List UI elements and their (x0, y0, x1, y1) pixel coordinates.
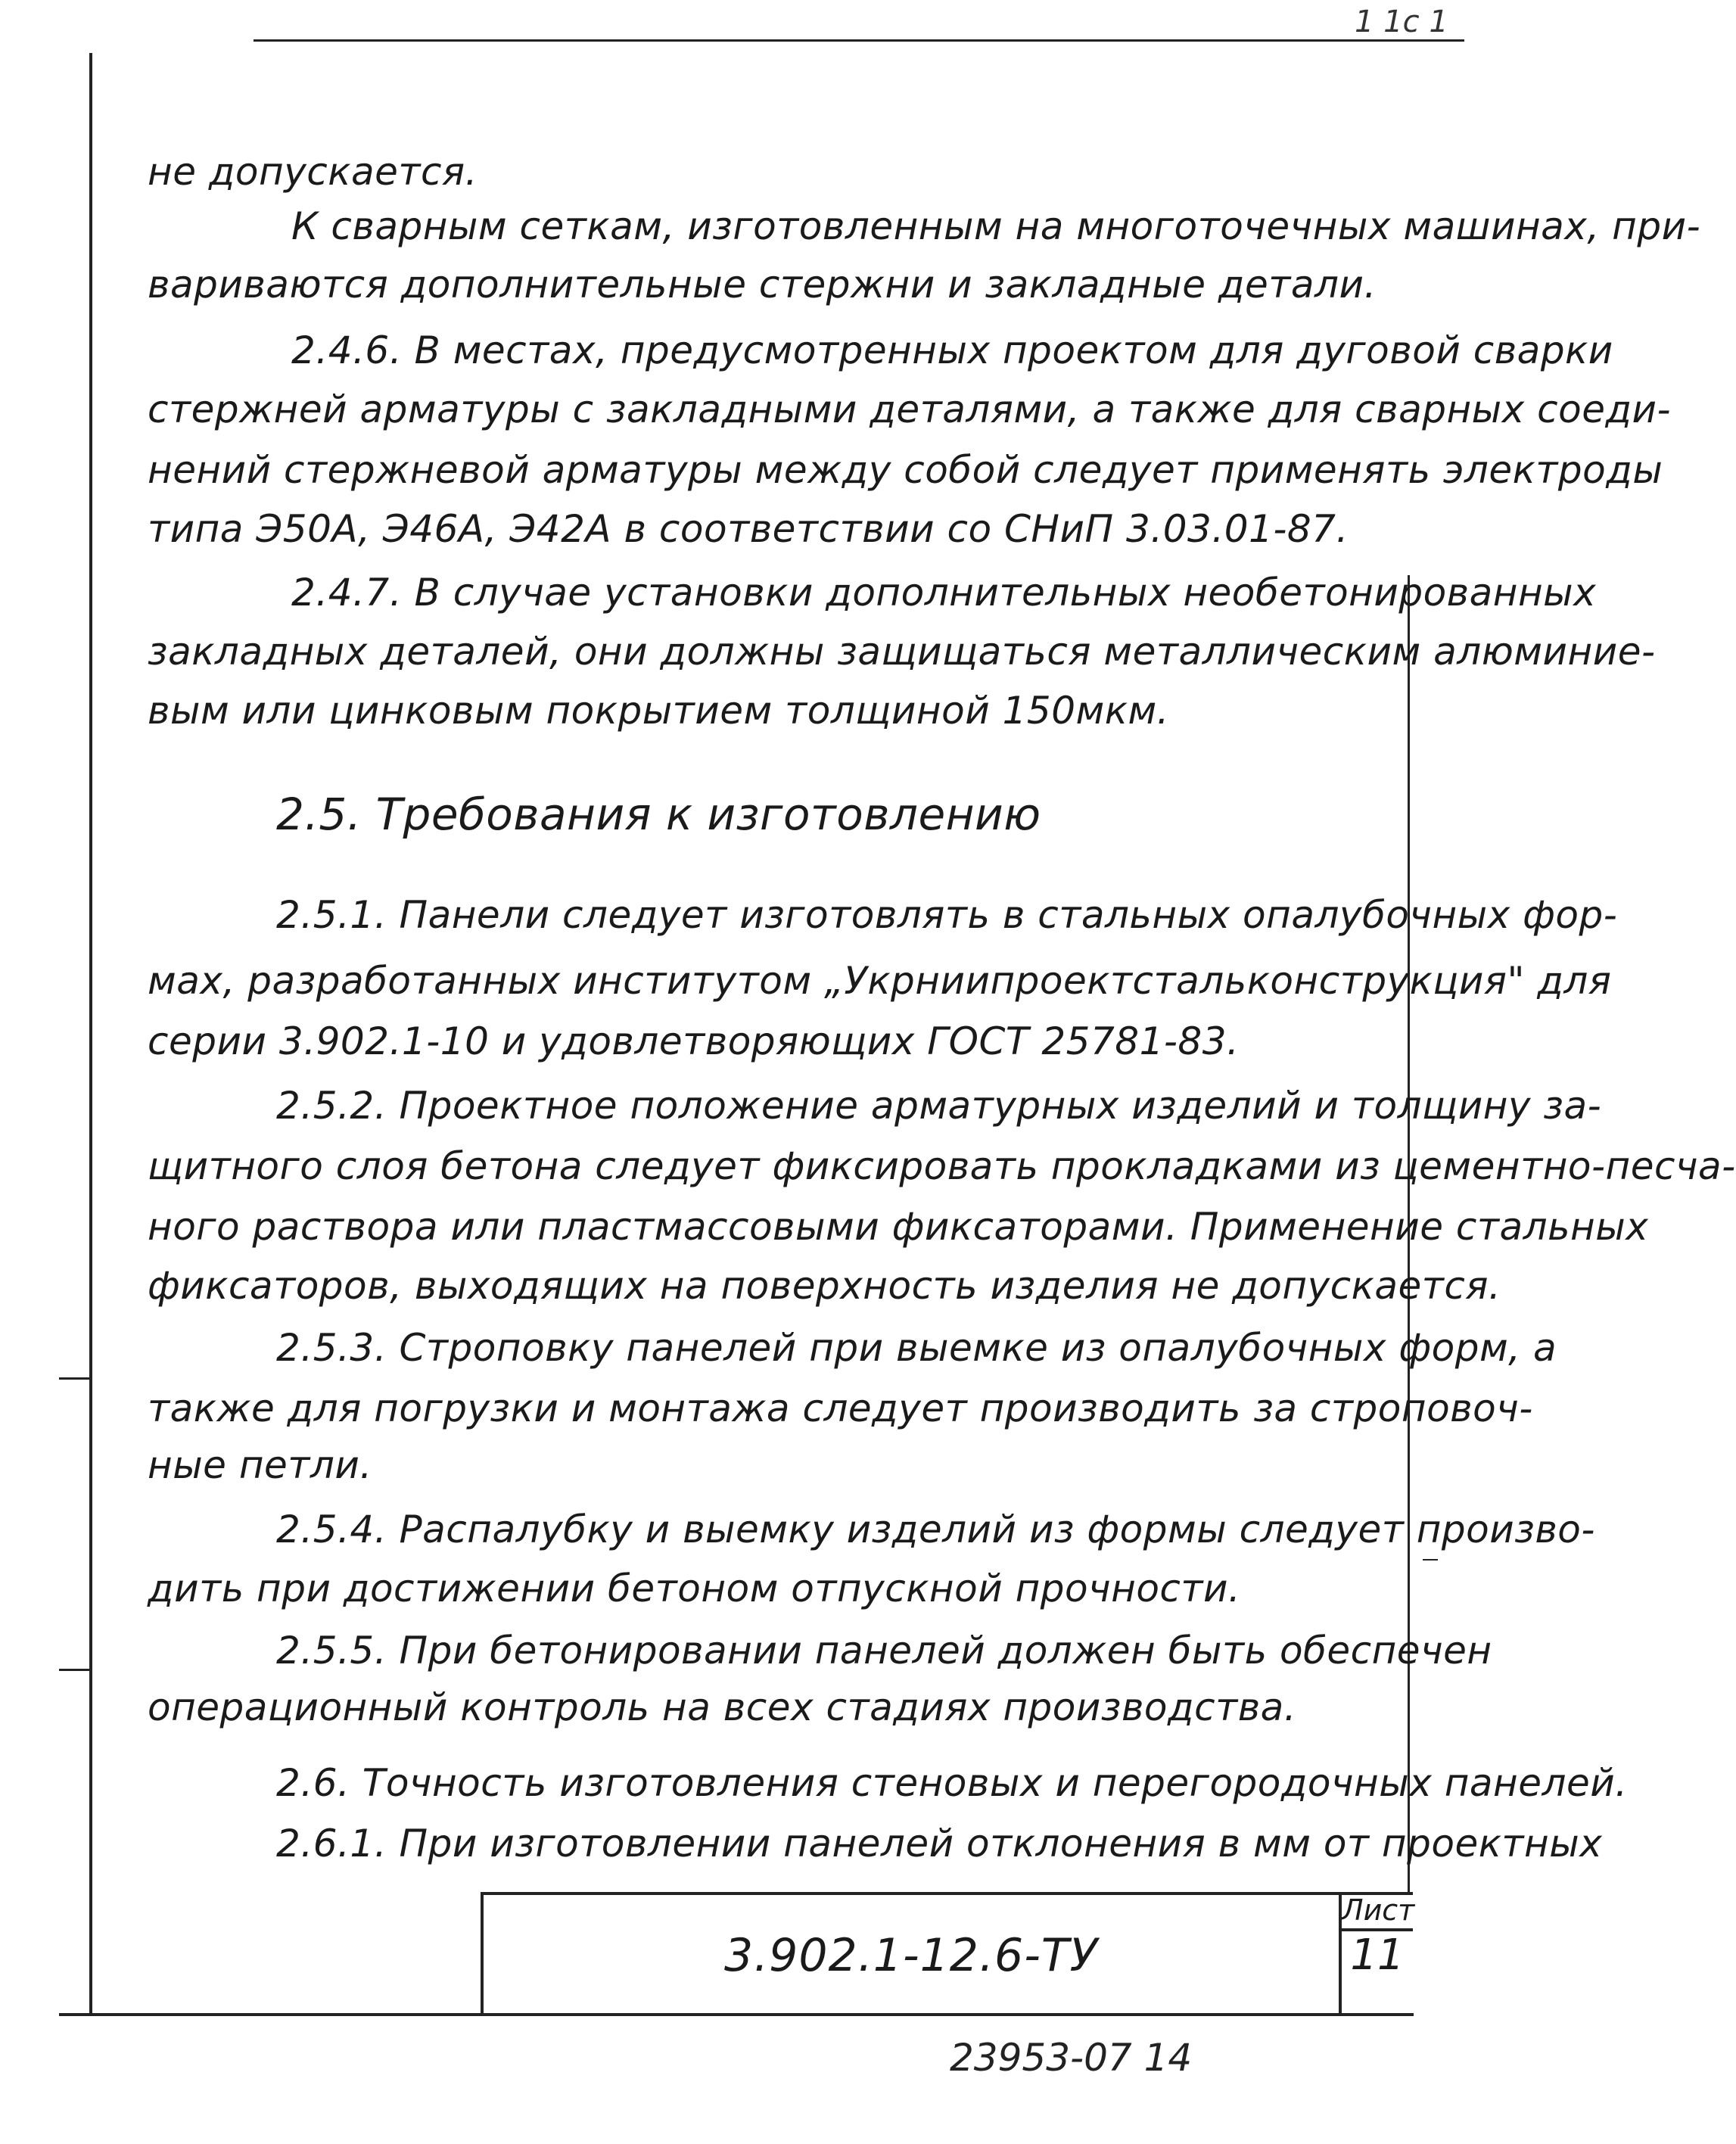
text-line: 2.6.1. При изготовлении панелей отклонения в мм от проектных (276, 1822, 1603, 1865)
text-line: мах, разработанных институтом „Укрниипроектстальконструкция" для (148, 959, 1612, 1003)
frame-top-line (254, 39, 1464, 42)
text-line: также для погрузки и монтажа следует производить за строповоч- (148, 1386, 1533, 1430)
text-line: ные петли. (148, 1443, 372, 1487)
text-line: закладных деталей, они должны защищаться металлическим алюминие- (148, 630, 1656, 674)
sheet-number: 11 (1350, 1931, 1405, 1980)
text-line: вым или цинковым покрытием толщиной 150мкм. (148, 689, 1170, 733)
text-line: стержней арматуры с закладными деталями, а также для сварных соеди- (148, 387, 1672, 431)
text-line: операционный контроль на всех стадиях производства. (148, 1685, 1297, 1729)
text-line: дить при достижении бетоном отпускной прочности. (148, 1567, 1241, 1610)
text-line: 2.5.3. Строповку панелей при выемке из опалубочных форм, а (276, 1326, 1557, 1370)
text-line: 2.5.4. Распалубку и выемку изделий из формы следует произво- (276, 1508, 1595, 1551)
text-line: 2.5.5. При бетонировании панелей должен быть обеспечен (276, 1629, 1492, 1673)
text-line: нений стержневой арматуры между собой следует применять электроды (148, 448, 1663, 492)
sheet-label: Лист (1342, 1892, 1413, 1931)
margin-tick (59, 1669, 89, 1671)
margin-tick (1423, 1559, 1438, 1561)
text-line: серии 3.902.1-10 и удовлетворяющих ГОСТ 25781-83. (148, 1019, 1240, 1063)
text-line: 2.4.6. В местах, предусмотренных проектом для дуговой сварки (291, 328, 1613, 372)
text-line: вариваются дополнительные стержни и закладные детали. (148, 263, 1377, 307)
text-line: 2.6. Точность изготовления стеновых и перегородочных панелей. (276, 1761, 1628, 1805)
document-code: 3.902.1-12.6-ТУ (723, 1929, 1099, 1982)
frame-left-line (89, 53, 92, 2013)
title-block (481, 1892, 1413, 2016)
text-line: 2.5.2. Проектное положение арматурных изделий и толщину за- (276, 1084, 1602, 1128)
sheet-cell (1339, 1892, 1413, 2016)
corner-mark: 1 1c 1 (1355, 5, 1448, 39)
section-heading: 2.5. Требования к изготовлению (276, 789, 1041, 840)
text-line: не допускается. (148, 150, 478, 194)
margin-tick (59, 1377, 89, 1380)
text-line: 2.5.1. Панели следует изготовлять в стальных опалубочных фор- (276, 893, 1618, 937)
text-line: К сварным сеткам, изготовленным на многоточечных машинах, при- (291, 204, 1701, 248)
text-line: щитного слоя бетона следует фиксировать прокладками из цементно-песча- (148, 1144, 1736, 1188)
bottom-stamp: 23953-07 14 (950, 2036, 1193, 2080)
text-line: фиксаторов, выходящих на поверхность изделия не допускается. (148, 1264, 1501, 1308)
text-line: ного раствора или пластмассовыми фиксаторами. Применение стальных (148, 1205, 1649, 1249)
text-line: типа Э50А, Э46А, Э42А в соответствии со СНиП 3.03.01-87. (148, 507, 1349, 551)
text-line: 2.4.7. В случае установки дополнительных необетонированных (291, 571, 1597, 615)
